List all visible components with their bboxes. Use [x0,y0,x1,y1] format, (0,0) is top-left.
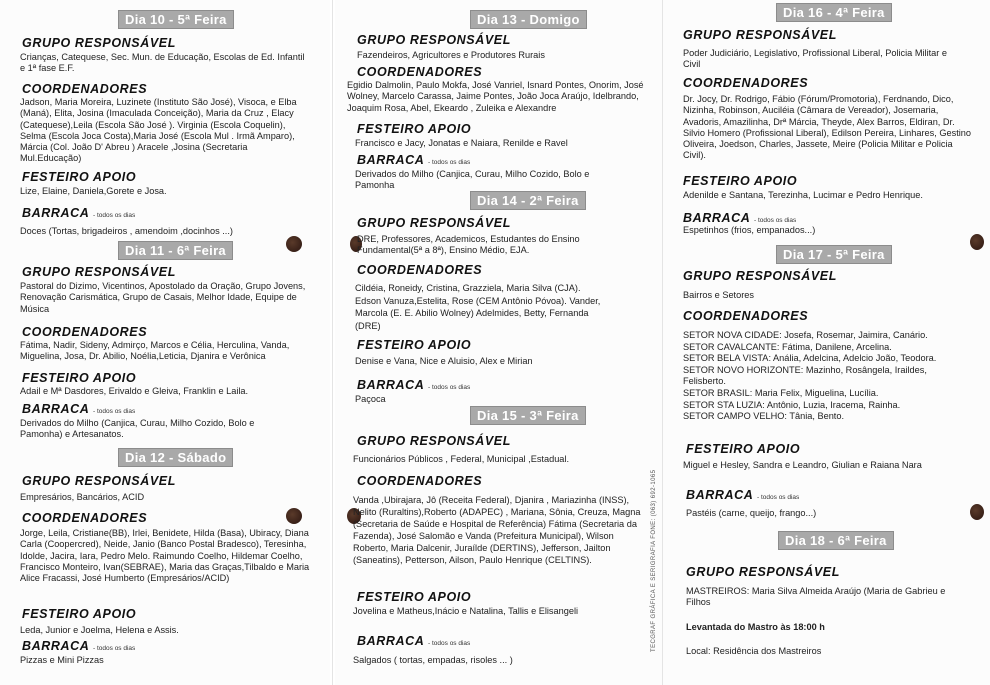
grupo-text: Crianças, Catequese, Sec. Mun. de Educação, Escolas de Ed. Infantil e 1ª fase E.F. [20,52,305,74]
day-16-header: Dia 16 - 4ª Feira [776,3,892,22]
festeiro-text: Leda, Junior e Joelma, Helena e Assis. [20,625,179,635]
barraca-heading: BARRACA - todos os dias [357,634,471,648]
coord-heading: COORDENADORES [357,474,483,488]
grupo-heading: GRUPO RESPONSÁVEL [22,474,176,488]
day-15-header: Dia 15 - 3ª Feira [470,406,586,425]
barraca-heading: BARRACA - todos os dias [357,153,471,167]
barraca-text: Derivados do Milho (Canjica, Curau, Milho Cozido, Bolo e Pamonha [355,169,590,191]
grupo-heading: GRUPO RESPONSÁVEL [357,216,511,230]
setores-list [683,330,963,423]
grupo-heading: GRUPO RESPONSÁVEL [683,269,837,283]
grupo-text: Poder Judiciário, Legislativo, Profissional Liberal, Policia Militar e Civil [683,48,948,70]
day-13-header: Dia 13 - Domigo [470,10,587,29]
festeiro-text: Lize, Elaine, Daniela,Gorete e Josa. [20,186,167,196]
grupo-heading: GRUPO RESPONSÁVEL [683,28,837,42]
fold-line [662,0,663,685]
day-11-header: Dia 11 - 6ª Feira [118,241,233,260]
festeiro-text: Adail e Mª Dasdores, Erivaldo e Gleiva, Franklin e Laila. [20,386,249,396]
grupo-heading: GRUPO RESPONSÁVEL [686,565,840,579]
coord-heading: COORDENADORES [22,511,148,525]
festeiro-heading: FESTEIRO APOIO [22,170,137,184]
festeiro-heading: FESTEIRO APOIO [357,590,472,604]
barraca-text: Derivados do Milho (Canjica, Curau, Milho Cozido, Bolo e Pamonha) e Artesanatos. [20,418,255,440]
grupo-text: Fazendeiros, Agricultores e Produtores Rurais [357,50,545,60]
coord-text: Fátima, Nadir, Sideny, Admirço, Marcos e Célia, Herculina, Vanda, Miguelina, Josa, Dr. Abilio, Noélia,Leticia, Djanira e Verônica [20,340,290,362]
grupo-heading: GRUPO RESPONSÁVEL [22,265,176,279]
setor-item: SETOR BELA VISTA: Anália, Adelcina, Adelcio João, Teodora. [683,353,937,364]
coord-text: Cildéia, Roneidy, Cristina, Grazziela, Maria Silva (CJA). Edson Vanuza,Estelita, Rose (CEM Antônio Póvoa). Vander, Marcola (E. E. Abilio Wolney) Adelmides, Betty, Fernanda (DRE) [355,283,601,331]
mastro-time: Levantada do Mastro às 18:00 h [686,622,825,632]
coord-text: Jadson, Maria Moreira, Luzinete (Instituto São José), Visoca, e Elba (Maná), Elita, Josina (Imaculada Conceição), Maria da Cruz , Elacy (Catequese),Leila (Escola São José ). Virginia (Escola Coquelin), Selma (Escola Joca Costa),Maria José (Escola Mul . Irmã Amparo), Márcia (Col. João D' Abreu ) Aracele ,Josina (Secretaria Mul.Educação) [20,97,297,164]
grupo-text: Empresários, Bancários, ACID [20,492,145,502]
festeiro-text: Adenilde e Santana, Terezinha, Lucimar e Pedro Henrique. [683,190,923,200]
setor-item: SETOR BRASIL: Maria Felix, Miguelina, Lucília. [683,387,879,398]
grupo-text: DRE, Professores, Academicos, Estudantes do Ensino Fundamental(5ª a 8ª), Ensino Médio, EJA. [357,234,580,256]
barraca-heading: BARRACA - todos os dias [22,639,136,653]
coord-text: Jorge, Leila, Cristiane(BB), Irlei, Benidete, Hilda (Basa), Ubiracy, Diana Carla (Coopercred), Neide, Janio (Banco Postal Bradesco), Teresinha, Idolde, Jacira, Iara, Pedro Melo. Raimundo Coelho, Hildemar Coelho, Francisco Monteiro, Ivan(SEBRAE), Maria das Graças,Tilbaldo e Maria Alice Fracassi, José Humberto (Empresários/ACID) [20,528,310,584]
festeiro-text: Miguel e Hesley, Sandra e Leandro, Giulian e Raiana Nara [683,460,922,470]
barraca-heading: BARRACA - todos os dias [22,206,136,220]
grupo-text: MASTREIROS: Maria Silva Almeida Araújo (Maria de Gabrieu e Filhos [686,586,946,608]
coord-heading: COORDENADORES [683,309,809,323]
grupo-heading: GRUPO RESPONSÁVEL [357,33,511,47]
day-18-header: Dia 18 - 6ª Feira [778,531,894,550]
fold-line [332,0,333,685]
festeiro-heading: FESTEIRO APOIO [357,338,472,352]
barraca-text: Espetinhos (frios, empanados...) [683,225,816,235]
punch-hole [286,236,302,252]
day-10-header: Dia 10 - 5ª Feira [118,10,234,29]
festeiro-text: Francisco e Jacy, Jonatas e Naiara, Renilde e Ravel [355,138,568,148]
punch-hole [970,234,984,250]
grupo-text: Bairros e Setores [683,290,754,300]
festeiro-text: Jovelina e Matheus,Inácio e Natalina, Tallis e Elisangeli [353,606,579,616]
setor-item: SETOR NOVO HORIZONTE: Mazinho, Rosângela, Iraildes, Felisberto. [683,364,927,387]
barraca-heading: BARRACA - todos os dias [683,211,797,225]
festeiro-text: Denise e Vana, Nice e Aluisio, Alex e Mirian [355,356,533,366]
festeiro-heading: FESTEIRO APOIO [22,607,137,621]
barraca-text: Paçoca [355,394,386,404]
barraca-text: Pastéis (carne, queijo, frango...) [686,508,817,518]
punch-hole [286,508,302,524]
barraca-text: Pizzas e Mini Pizzas [20,655,104,665]
barraca-text: Doces (Tortas, brigadeiros , amendoim ,docinhos ...) [20,226,233,236]
mastro-local: Local: Residência dos Mastreiros [686,646,822,656]
setor-item: SETOR STA LUZIA: Antônio, Luzia, Iracema, Rainha. [683,399,901,410]
barraca-text: Salgados ( tortas, empadas, risoles ... ) [353,655,513,665]
festeiro-heading: FESTEIRO APOIO [357,122,472,136]
grupo-heading: GRUPO RESPONSÁVEL [22,36,176,50]
setor-item: SETOR CAVALCANTE: Fátima, Danilene, Arcelina. [683,341,892,352]
barraca-heading: BARRACA - todos os dias [357,378,471,392]
festeiro-heading: FESTEIRO APOIO [683,174,798,188]
printer-credit: TECGRAF GRÁFICA E SERIGRAFIA FONE: (063) 692-1065 [651,469,657,652]
coord-heading: COORDENADORES [357,263,483,277]
festeiro-heading: FESTEIRO APOIO [22,371,137,385]
day-17-header: Dia 17 - 5ª Feira [776,245,892,264]
setor-item: SETOR NOVA CIDADE: Josefa, Rosemar, Jaimira, Canário. [683,330,928,340]
grupo-text: Pastoral do Dizimo, Vicentinos, Apostolado da Oração, Grupo Jovens, Renovação Carismática, Grupo de Casais, Melhor Idade, Equipe de Música [20,281,306,314]
barraca-heading: BARRACA - todos os dias [22,402,136,416]
barraca-heading: BARRACA - todos os dias [686,488,800,502]
coord-text: Egidio Dalmolin, Paulo Mokfa, José Vanriel, Isnard Pontes, Onorim, José Wolney, Marcelo Carassa, Jaime Pontes, João Joca Araújo, Idelbrando, Joaquim Rosa, Abel, Ekeardo , Zuleika e Alexandre [347,80,644,113]
setor-item: SETOR CAMPO VELHO: Tânia, Bento. [683,411,845,422]
coord-heading: COORDENADORES [22,82,148,96]
coord-text: Dr. Jocy, Dr. Rodrigo, Fábio (Fórum/Promotoria), Ferdnando, Dico, Nizinha, Robinson, Auciléia (Câmara de Vereador), Josemaria, Avadoris, Amazilinha, Drª Márcia, Theyde, Alex Barros, Eldiran, Dr. Silvio Homero (Profissional Liberal), Edilson Pereira, Linhares, Gestino Oliveira, Joedson, Charles, Jassete, Meire (Policia Militar e Policia Civil). [683,94,972,161]
coord-heading: COORDENADORES [683,76,809,90]
coord-heading: COORDENADORES [357,65,483,79]
day-14-header: Dia 14 - 2ª Feira [470,191,586,210]
coord-heading: COORDENADORES [22,325,148,339]
coord-text: Vanda ,Ubirajara, Jô (Receita Federal), Djanira , Mariazinha (INSS), Nelito (Ruraltins),Roberto (ADAPEC) , Mariana, Sônia, Creuza, Magna (Secretaria de Saúde e Hospital de Referência) Fátima (Secretaria da Fazenda), José Salomão e Vanda (Prefeitura Municipal), Wilson Roberto, Maria Dalcenir, Juraílde (DERTINS), Jefferson, Jailton (Saneatins), Petterson, Ailson, Paulo Henrique (CELTINS). [353,495,641,566]
grupo-heading: GRUPO RESPONSÁVEL [357,434,511,448]
festeiro-heading: FESTEIRO APOIO [686,442,801,456]
grupo-text: Funcionários Públicos , Federal, Municipal ,Estadual. [353,454,570,464]
day-12-header: Dia 12 - Sábado [118,448,233,467]
